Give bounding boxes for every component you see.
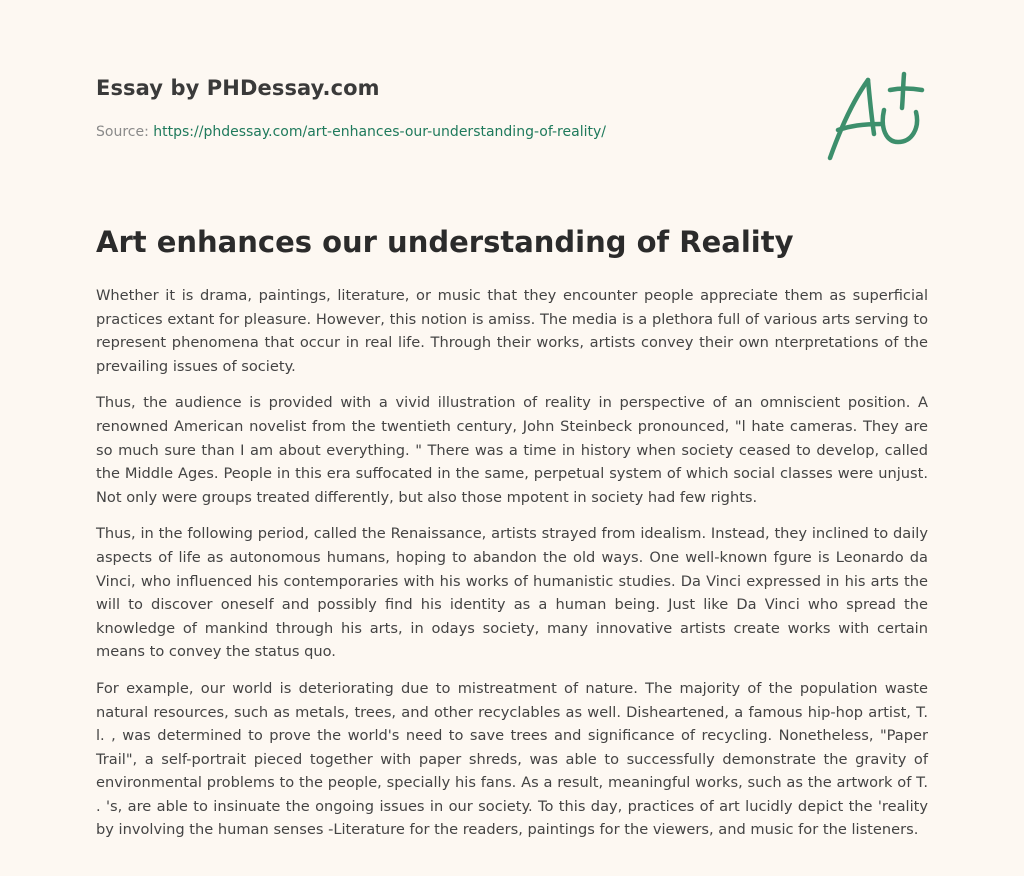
source-link[interactable]: https://phdessay.com/art-enhances-our-understanding-of-reality/ xyxy=(153,124,606,140)
essay-paragraph: Whether it is drama, paintings, literature, or music that they encounter people appreciate them as superficial practices extant for pleasure. However, this notion is amiss. The media is a plethora full of various arts serving to represent phenomena that occur in real life. Through their works, artists convey their own nterpretations of the prevailing issues of society. xyxy=(96,287,928,375)
essay-title: Art enhances our understanding of Reality xyxy=(96,225,794,259)
site-brand: Essay by PHDessay.com xyxy=(96,76,380,100)
a-plus-icon xyxy=(824,68,928,164)
source-label: Source: xyxy=(96,124,154,140)
essay-paragraph: Thus, in the following period, called the Renaissance, artists strayed from idealism. Instead, they inclined to daily aspects of life as autonomous humans, hoping to abandon the old ways. One well-known fgure is Leonardo da Vinci, who influenced his contemporaries with his works of humanistic studies. Da Vinci expressed in his arts the will to discover oneself and possibly find his identity as a human being. Just like Da Vinci who spread the knowledge of mankind through his arts, in odays society, many innovative artists create works with certain means to convey the status quo. xyxy=(96,525,928,661)
essay-paragraph: For example, our world is deteriorating due to mistreatment of nature. The majority of the population waste natural resources, such as metals, trees, and other recyclables as well. Disheartened, a famous hip-hop artist, T. l. , was determined to prove the world's need to save trees and significance of recycling. Nonetheless, "Paper Trail", a self-portrait pieced together with paper shreds, was able to successfully demonstrate the gravity of environmental problems to the people, specially his fans. As a result, meaningful works, such as the artwork of T. . 's, are able to insinuate the ongoing issues in our society. To this day, practices of art lucidly depict the 'reality by involving the human senses -Literature for the readers, paintings for the viewers, and music for the listeners. xyxy=(96,679,928,839)
essay-body xyxy=(96,284,928,855)
source-line xyxy=(96,124,606,140)
essay-paragraph: Thus, the audience is provided with a vivid illustration of reality in perspective of an omniscient position. A renowned American novelist from the twentieth century, John Steinbeck pronounced, "l hate cameras. They are so much sure than I am about everything. " There was a time in history when society ceased to develop, called the Middle Ages. People in this era suffocated in the same, perpetual system of which social classes were unjust. Not only were groups treated differently, but also those mpotent in society had few rights. xyxy=(96,394,928,506)
